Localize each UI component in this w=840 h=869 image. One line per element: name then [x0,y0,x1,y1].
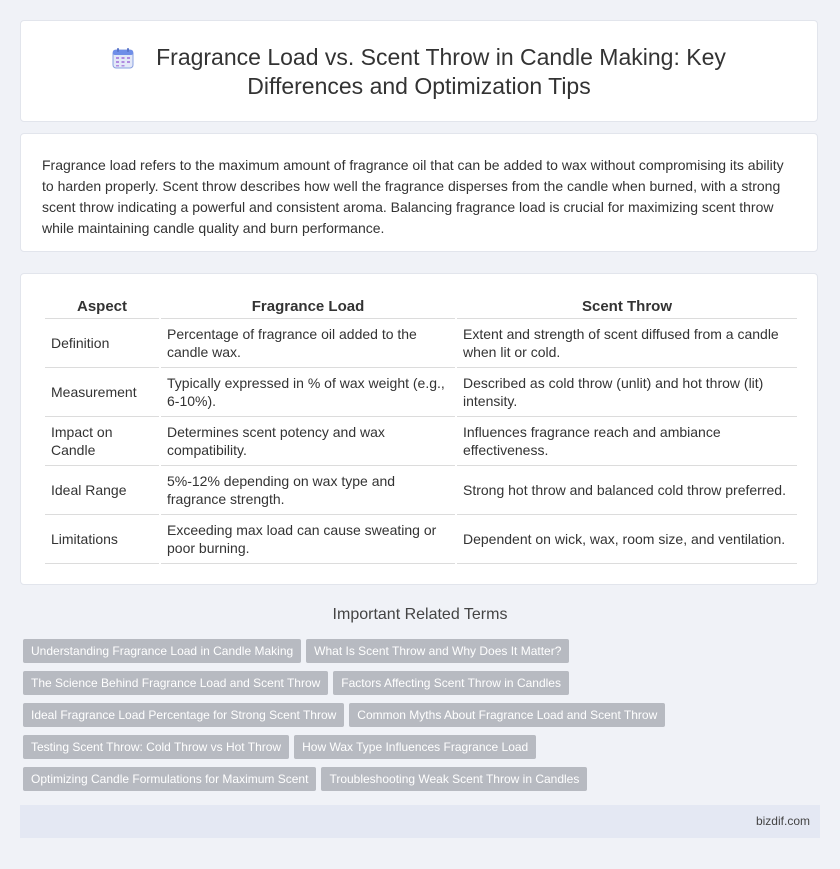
related-term-link[interactable]: Understanding Fragrance Load in Candle Making [23,639,301,663]
aspect-cell: Measurement [45,368,159,417]
aspect-cell: Impact on Candle [45,417,159,466]
related-term-link[interactable]: Testing Scent Throw: Cold Throw vs Hot Throw [23,735,289,759]
related-terms-row [23,767,823,799]
calendar-icon [112,47,134,69]
fragrance-load-cell: Determines scent potency and wax compatibility. [161,417,455,466]
scent-throw-cell: Strong hot throw and balanced cold throw preferred. [457,466,797,515]
footer-site[interactable]: bizdif.com [755,814,810,828]
related-term-link[interactable]: Common Myths About Fragrance Load and Scent Throw [349,703,665,727]
header-card [20,20,818,122]
scent-throw-cell: Dependent on wick, wax, room size, and ventilation. [457,515,797,564]
comparison-card [20,273,818,585]
scent-throw-cell: Described as cold throw (unlit) and hot throw (lit) intensity. [457,368,797,417]
comparison-table [43,294,799,564]
aspect-cell: Limitations [45,515,159,564]
related-term-link[interactable]: The Science Behind Fragrance Load and Scent Throw [23,671,328,695]
fragrance-load-cell: Typically expressed in % of wax weight (e.g., 6-10%). [161,368,455,417]
related-term-link[interactable]: What Is Scent Throw and Why Does It Matter? [306,639,569,663]
fragrance-load-cell: 5%-12% depending on wax type and fragrance strength. [161,466,455,515]
related-term-link[interactable]: How Wax Type Influences Fragrance Load [294,735,536,759]
related-terms-title: Important Related Terms [332,606,508,623]
related-term-link[interactable]: Factors Affecting Scent Throw in Candles [333,671,569,695]
table-header-row [45,294,797,319]
column-header-fragrance-load: Fragrance Load [161,294,455,319]
related-terms-row [23,671,823,703]
scent-throw-cell: Influences fragrance reach and ambiance effectiveness. [457,417,797,466]
fragrance-load-cell: Exceeding max load can cause sweating or poor burning. [161,515,455,564]
title-line-2: Differences and Optimization Tips [247,73,591,99]
intro-paragraph: Fragrance load refers to the maximum amount of fragrance oil that can be added to wax without compromising its ability to harden properly. Scent throw describes how well the fragrance disperses from the candle when burned, with a strong scent throw indicating a powerful and consistent aroma. Balancing fragrance load is crucial for maximizing scent throw while maintaining candle quality and burn performance. [42,157,784,236]
related-terms-row [23,703,823,735]
title-line-1: Fragrance Load vs. Scent Throw in Candle Making: Key [156,44,726,70]
related-term-link[interactable]: Ideal Fragrance Load Percentage for Strong Scent Throw [23,703,344,727]
table-row [45,319,797,368]
related-term-link[interactable]: Optimizing Candle Formulations for Maximum Scent [23,767,316,791]
table-row [45,368,797,417]
fragrance-load-cell: Percentage of fragrance oil added to the candle wax. [161,319,455,368]
related-terms-list [23,639,823,799]
related-term-link[interactable]: Troubleshooting Weak Scent Throw in Candles [321,767,587,791]
intro-card [20,133,818,252]
page-title [21,43,817,101]
table-row [45,466,797,515]
table-row [45,417,797,466]
scent-throw-cell: Extent and strength of scent diffused from a candle when lit or cold. [457,319,797,368]
related-terms-row [23,735,823,767]
aspect-cell: Ideal Range [45,466,159,515]
aspect-cell: Definition [45,319,159,368]
footer [20,805,820,838]
table-row [45,515,797,564]
related-terms-row [23,639,823,671]
column-header-aspect: Aspect [45,294,159,319]
column-header-scent-throw: Scent Throw [457,294,797,319]
